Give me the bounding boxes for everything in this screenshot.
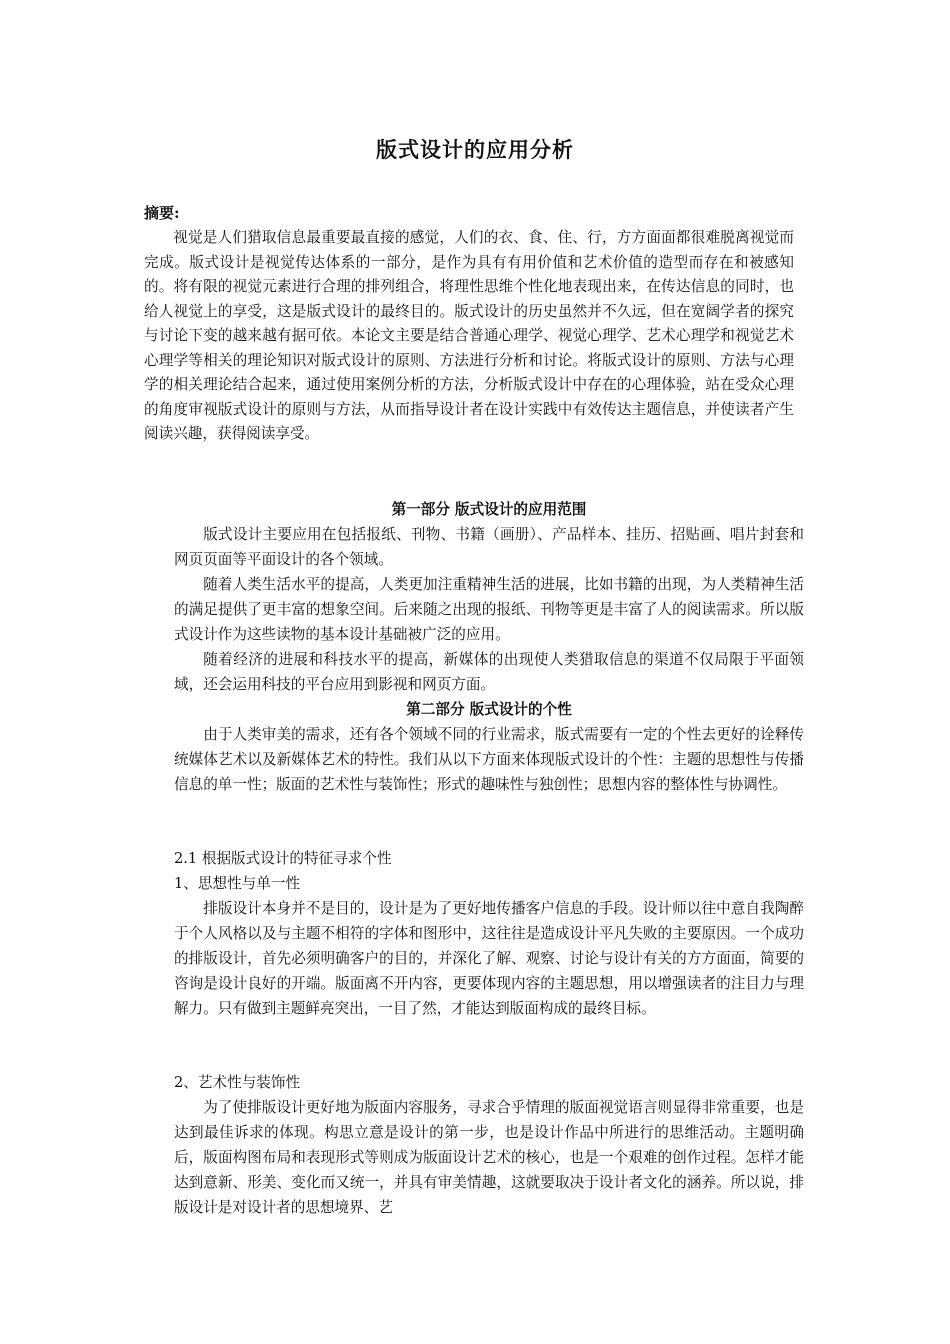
part1-heading: 第一部分 版式设计的应用范围	[391, 501, 587, 518]
part2-paragraph-1: 由于人类审美的需求，还有各个领域不同的行业需求，版式需要有一定的个性去更好的诠释传统媒体艺术以及新媒体艺术的特性。我们从以下方面来体现版式设计的个性：主题的思想性与传播信息的单一性；版面的艺术性与装饰性；形式的趣味性与独创性；思想内容的整体性与协调性。	[174, 726, 804, 793]
section-2-1-heading: 2.1 根据版式设计的特征寻求个性	[174, 850, 392, 867]
part1-paragraph-3: 随着经济的进展和科技水平的提高，新媒体的出现使人类猎取信息的渠道不仅局限于平面领域，还会运用科技的平台应用到影视和网页方面。	[174, 651, 804, 693]
section-2-1-paragraph-1: 排版设计本身并不是目的，设计是为了更好地传播客户信息的手段。设计师以往中意自我陶醉于个人风格以及与主题不相符的字体和图形中，这往往是造成设计平凡失败的主要原因。一个成功的排版设计，首先必须明确客户的目的，并深化了解、观察、讨论与设计有关的方方面面，简要的咨询是设计良好的开端。版面离不开内容，更要体现内容的主题思想，用以增强读者的注目力与理解力。只有做到主题鲜亮突出，一目了然，才能达到版面构成的最终目标。	[174, 900, 804, 1017]
section-2-2	[174, 1070, 804, 1220]
part2-section	[174, 697, 804, 797]
abstract-heading: 摘要:	[144, 204, 180, 222]
abstract-body: 视觉是人们猎取信息最重要最直接的感觉，人们的衣、食、住、行，方方面面都很难脱离视觉而完成。版式设计是视觉传达体系的一部分，是作为具有有用价值和艺术价值的造型而存在和被感知的。将有限的视觉元素进行合理的排列组合，将理性思维个性化地表现出来，在传达信息的同时，也给人视觉上的享受，这是版式设计的最终目的。版式设计的历史虽然并不久远，但在宽阔学者的探究与讨论下变的越来越有据可依。本论文主要是结合普通心理学、视觉心理学、艺术心理学和视觉艺术心理学等相关的理论知识对版式设计的原则、方法进行分析和讨论。将版式设计的原则、方法与心理学的相关理论结合起来，通过使用案例分析的方法，分析版式设计中存在的心理体验，站在受众心理的角度审视版式设计的原则与方法，从而指导设计者在设计实践中有效传达主题信息，并使读者产生阅读兴趣，获得阅读享受。	[144, 229, 794, 442]
section-2-1	[174, 846, 804, 1021]
section-2-2-paragraph-1: 为了使排版设计更好地为版面内容服务，寻求合乎情理的版面视觉语言则显得非常重要，也是达到最佳诉求的体现。构思立意是设计的第一步，也是设计作品中所进行的思维活动。主题明确后，版面构图布局和表现形式等则成为版面设计艺术的核心，也是一个艰难的创作过程。怎样才能达到意新、形美、变化而又统一，并具有审美情趣，这就要取决于设计者文化的涵养。所以说，排版设计是对设计者的思想境界、艺	[174, 1099, 804, 1216]
part1-paragraph-1: 版式设计主要应用在包括报纸、刊物、书籍（画册）、产品样本、挂历、招贴画、唱片封套和网页页面等平面设计的各个领域。	[174, 526, 804, 568]
section-2-1-subheading: 1、思想性与单一性	[174, 875, 301, 892]
part1-paragraph-2: 随着人类生活水平的提高，人类更加注重精神生活的进展，比如书籍的出现，为人类精神生活的满足提供了更丰富的想象空间。后来随之出现的报纸、刊物等更是丰富了人的阅读需求。所以版式设计作为这些读物的基本设计基础被广泛的应用。	[174, 576, 804, 643]
part1-section	[174, 497, 804, 697]
section-2-2-subheading: 2、艺术性与装饰性	[174, 1074, 301, 1091]
document-title: 版式设计的应用分析	[376, 137, 574, 162]
part2-heading: 第二部分 版式设计的个性	[406, 701, 572, 718]
